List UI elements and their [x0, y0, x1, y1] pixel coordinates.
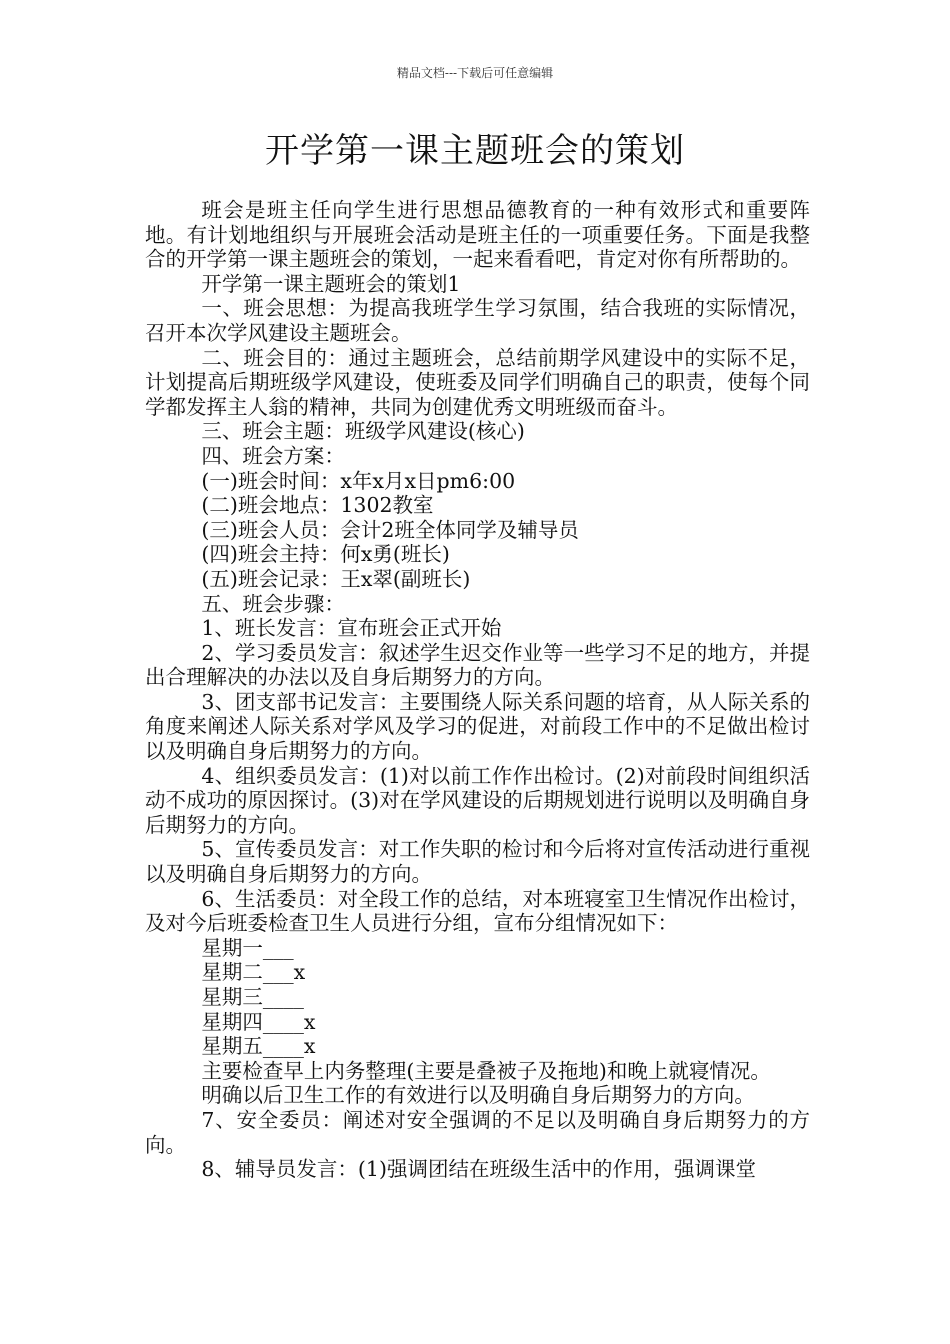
paragraph: 二、班会目的：通过主题班会，总结前期学风建设中的实际不足，计划提高后期班级学风建设，使班委及同学们明确自己的职责，使每个同学都发挥主人翁的精神，共同为创建优秀文明班级而奋斗。: [145, 345, 810, 419]
paragraph: 五、班会步骤：: [201, 591, 345, 616]
paragraph: 2、学习委员发言：叙述学生迟交作业等一些学习不足的地方，并提出合理解决的办法以及自身后期努力的方向。: [145, 640, 810, 690]
paragraph: (一)班会时间：x年x月x日pm6:00: [201, 468, 516, 493]
header-note: 精品文档---下载后可任意编辑: [396, 66, 554, 80]
paragraph: 四、班会方案：: [201, 443, 345, 468]
schedule-line: 星期一___: [201, 935, 294, 960]
paragraph: 主要检查早上内务整理(主要是叠被子及拖地)和晚上就寝情况。: [201, 1058, 771, 1083]
paragraph: (三)班会人员：会计2班全体同学及辅导员: [201, 517, 579, 542]
schedule-line: 星期四____x: [201, 1009, 316, 1034]
schedule-line: 星期五____x: [201, 1034, 316, 1059]
paragraph: 明确以后卫生工作的有效进行以及明确自身后期努力的方向。: [201, 1083, 755, 1108]
paragraph: 三、班会主题：班级学风建设(核心): [201, 419, 525, 444]
paragraph: 4、组织委员发言：(1)对以前工作作出检讨。(2)对前段时间组织活动不成功的原因探讨。(3)对在学风建设的后期规划进行说明以及明确自身后期努力的方向。: [145, 763, 810, 837]
paragraph: (五)班会记录：王x翠(副班长): [201, 566, 471, 591]
schedule-line: 星期三____: [201, 985, 304, 1009]
paragraph: 1、班长发言：宣布班会正式开始: [201, 616, 502, 641]
paragraph: 5、宣传委员发言：对工作失职的检讨和今后将对宣传活动进行重视以及明确自身后期努力的方向。: [145, 837, 810, 887]
paragraph: (四)班会主持：何x勇(班长): [201, 542, 450, 567]
paragraph: 7、安全委员：阐述对安全强调的不足以及明确自身后期努力的方向。: [145, 1107, 810, 1157]
paragraph: 6、生活委员：对全段工作的总结，对本班寝室卫生情况作出检讨，及对今后班委检查卫生人员进行分组，宣布分组情况如下：: [145, 886, 810, 936]
paragraph: 一、班会思想：为提高我班学生学习氛围，结合我班的实际情况，召开本次学风建设主题班会。: [145, 296, 810, 345]
paragraph: (二)班会地点：1302教室: [201, 493, 434, 518]
document-title: 开学第一课主题班会的策划: [265, 131, 685, 171]
document-body: [145, 198, 810, 1182]
schedule-line: 星期二___x: [201, 960, 306, 985]
paragraph: 3、团支部书记发言：主要围绕人际关系问题的培育，从人际关系的角度来阐述人际关系对学风及学习的促进，对前段工作中的不足做出检讨以及明确自身后期努力的方向。: [145, 689, 810, 764]
paragraph: 开学第一课主题班会的策划1: [201, 271, 461, 296]
paragraph: 班会是班主任向学生进行思想品德教育的一种有效形式和重要阵地。有计划地组织与开展班会活动是班主任的一项重要任务。下面是我整合的开学第一课主题班会的策划，一起来看看吧，肯定对你有所帮助的。: [145, 198, 810, 272]
paragraph: 8、辅导员发言：(1)强调团结在班级生活中的作用，强调课堂: [201, 1157, 756, 1182]
